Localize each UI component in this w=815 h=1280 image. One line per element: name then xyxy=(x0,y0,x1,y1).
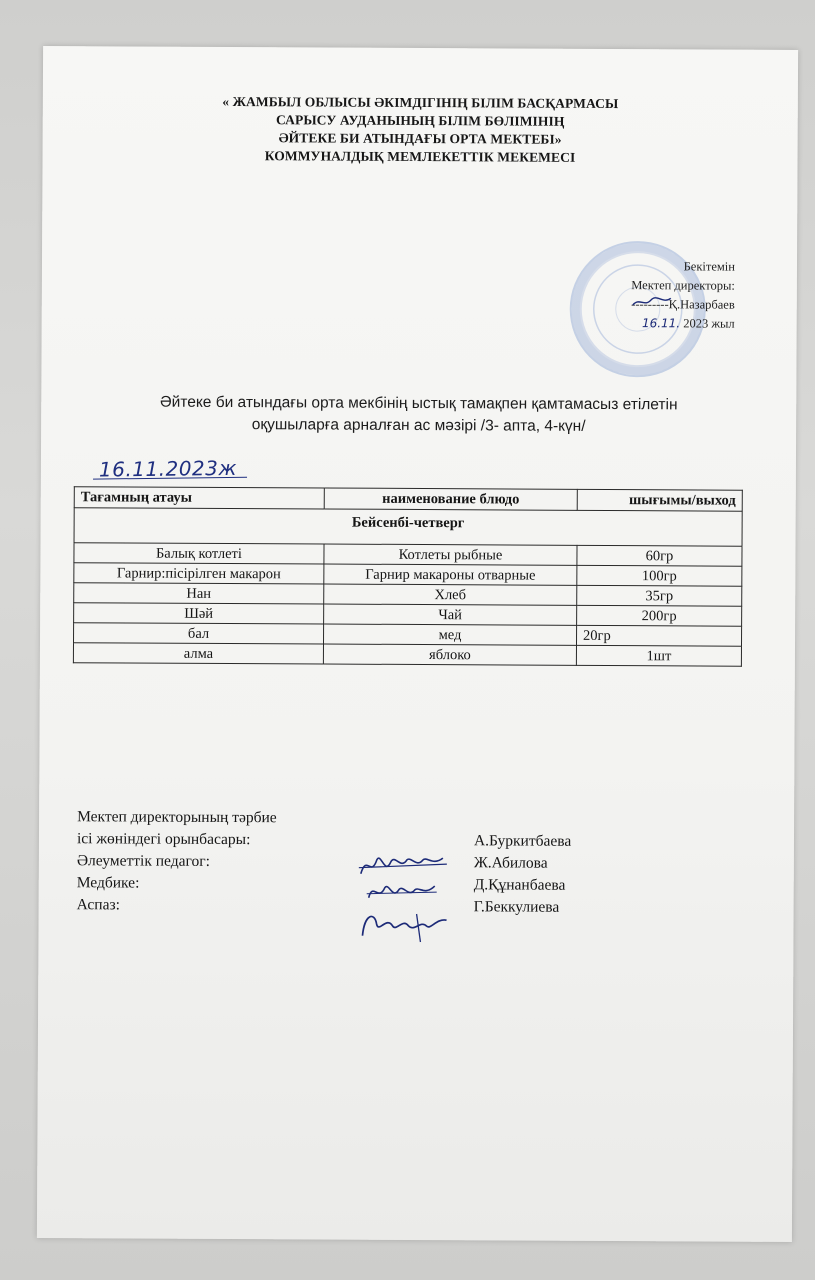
document-page xyxy=(37,46,798,1242)
dish-yield: 20гр xyxy=(576,625,741,646)
nurse-signature-icon xyxy=(363,878,443,906)
staff-person: Г.Беккулиева xyxy=(473,898,560,916)
dish-name-kz: Шәй xyxy=(74,603,324,624)
dish-name-kz: Балық котлеті xyxy=(74,543,324,564)
dish-name-ru: Чай xyxy=(324,604,577,625)
dish-yield: 100гр xyxy=(577,565,742,586)
approval-block xyxy=(631,257,735,334)
approval-title: Бекітемін xyxy=(683,259,736,274)
staff-role: ісі жөніндегі орынбасары: xyxy=(76,830,251,849)
header-line: САРЫСУ АУДАНЫНЫҢ БІЛІМ БӨЛІМІНІҢ xyxy=(275,112,565,129)
document-title-line: Әйтеке би атындағы орта мекбінің ыстық тамақпен қамтамасыз етілетін xyxy=(159,393,678,414)
table-row xyxy=(73,643,741,666)
menu-table xyxy=(73,486,743,667)
dish-name-ru: Хлеб xyxy=(324,584,577,605)
dish-yield: 35гр xyxy=(577,585,742,606)
document-title-line: оқушыларға арналған ас мәзірі /3- апта, 4-күн/ xyxy=(251,416,586,435)
header-line: ӘЙТЕКЕ БИ АТЫНДАҒЫ ОРТА МЕКТЕБІ» xyxy=(278,130,562,147)
approval-name-line xyxy=(631,295,735,315)
header-line: « ЖАМБЫЛ ОБЛЫСЫ ӘКІМДІГІНІҢ БІЛІМ БАСҚАРМАСЫ xyxy=(222,93,619,112)
director-signature-icon xyxy=(631,295,673,309)
approval-date: 2023 жыл xyxy=(683,316,735,331)
dish-name-ru: мед xyxy=(323,624,576,645)
dish-name-kz: бал xyxy=(74,623,324,644)
staff-person: Д.Құнанбаева xyxy=(473,876,566,894)
staff-role: Аспаз: xyxy=(76,896,120,914)
school-header xyxy=(43,92,798,168)
dish-name-kz: алма xyxy=(73,643,323,664)
dish-name-ru: Котлеты рыбные xyxy=(324,544,577,565)
document-title xyxy=(41,391,796,439)
dish-name-kz: Гарнир:пісірілген макарон xyxy=(74,563,324,584)
column-header: Тағамның атауы xyxy=(74,487,324,509)
staff-role: Медбике: xyxy=(76,874,140,892)
day-label: Бейсенбі-четверг xyxy=(74,508,742,546)
staff-person: А.Буркитбаева xyxy=(473,832,572,850)
dish-yield: 60гр xyxy=(577,545,742,566)
handwritten-date: 16.11.2023ж xyxy=(98,455,238,482)
approval-position: Мектеп директоры: xyxy=(631,278,735,293)
cook-signature-icon xyxy=(356,906,452,947)
day-row xyxy=(74,508,742,546)
staff-role: Мектеп директорының тәрбие xyxy=(77,808,277,827)
approval-name: ---------Қ.Назарбаев xyxy=(631,297,735,312)
approval-date-line xyxy=(631,314,735,334)
header-line: КОММУНАЛДЫҚ МЕМЛЕКЕТТІК МЕКЕМЕСІ xyxy=(264,148,576,165)
approval-handwritten-date: 16.11. xyxy=(641,316,681,331)
column-header: шығымы/выход xyxy=(577,489,742,511)
dish-yield: 200гр xyxy=(577,605,742,626)
dish-yield: 1шт xyxy=(576,645,741,666)
dish-name-kz: Нан xyxy=(74,583,324,604)
staff-person: Ж.Абилова xyxy=(473,854,548,872)
column-header: наименование блюдо xyxy=(324,488,577,510)
dish-name-ru: Гарнир макароны отварные xyxy=(324,564,577,585)
staff-role: Әлеуметтік педагог: xyxy=(76,852,210,870)
dish-name-ru: яблоко xyxy=(323,644,576,665)
